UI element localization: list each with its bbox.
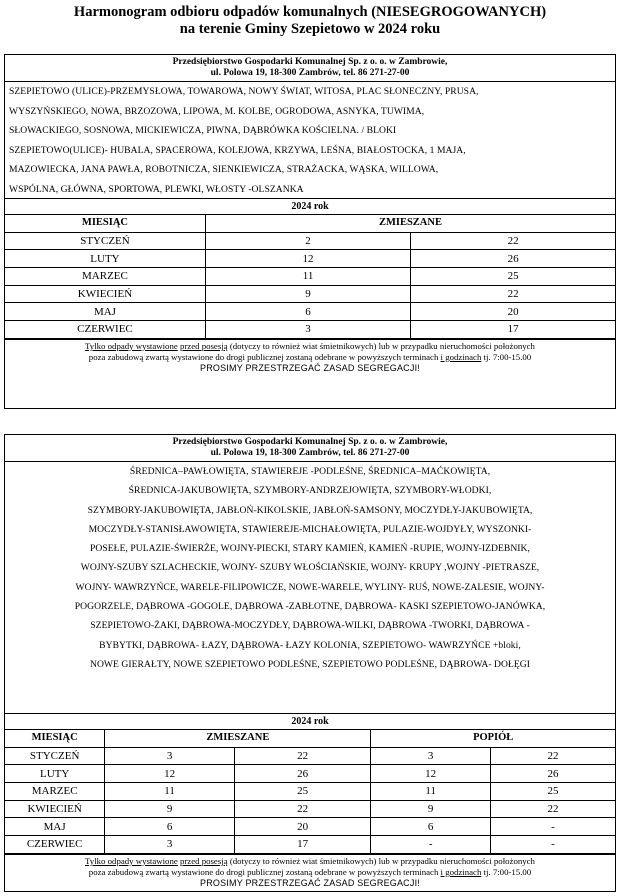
company-name: Przedsiębiorstwo Gospodarki Komunalnej Sp. z o. o. w Zambrowie, (172, 57, 448, 67)
year-label: 2024 rok (5, 199, 615, 215)
month-cell: LUTY (5, 250, 205, 268)
streets-line: WOJNY- WAWRZYŃCE, WARELE-FILIPOWICZE, NOWE-WARELE, WYLINY- RUŚ, NOWE-ZALESIE, WOJNY- (75, 581, 545, 593)
streets-line: ŚREDNICA–PAWŁOWIĘTA, STAWIEREJE -PODLEŚNE, ŚREDNICA–MAĆKOWIĘTA, (129, 466, 491, 477)
title-line-1: Harmonogram odbioru odpadów komunalnych (NIESEGROGOWANYCH) (73, 4, 547, 20)
table-row (5, 232, 615, 250)
title-line-2: na terenie Gminy Szepietowo w 2024 roku (179, 21, 441, 37)
streets-line: MOCZYDŁY-STANISŁAWOWIĘTA, STAWIEREJE-MICHAŁOWIĘTA, PULAZIE-WOJDYŁY, WYSZONKI- (88, 523, 532, 535)
note-part: przed posesją (179, 340, 228, 351)
date-cell: 11 (205, 268, 410, 286)
date-cell: - (490, 836, 615, 854)
table-row (5, 818, 615, 836)
streets-line: ŚREDNICA-JAKUBOWIĘTA, SZYMBORY-ANDRZEJOWIĘTA, SZYMBORY-WŁODKI, (128, 485, 492, 497)
header-month: MIESIĄC (5, 215, 205, 232)
date-cell: 2 (205, 232, 410, 250)
streets-line: MAZOWIECKA, JANA PAWŁA, ROBOTNICZA, SIENKIEWICZA, STRAŻACKA, WĄSKA, WILLOWA, (9, 164, 439, 175)
segregation-notice: PROSIMY PRZESTRZEGAĆ ZASAD SEGREGACJI! (200, 877, 420, 888)
note-part: i godzinach (440, 866, 482, 877)
month-cell: MAJ (5, 818, 105, 836)
month-cell: KWIECIEŃ (5, 800, 105, 818)
streets-line: SŁOWACKIEGO, SOSNOWA, MICKIEWICZA, PIWNA, DĄBRÓWKA KOŚCIELNA. / BLOKI (9, 125, 397, 136)
header-mixed: ZMIESZANE (205, 215, 615, 232)
month-cell: MARZEC (5, 783, 105, 801)
note-part: tj. 7:00-15.00 (483, 866, 532, 877)
streets-line: SZYMBORY-JAKUBOWIĘTA, JABŁOŃ-KIKOLSKIE, JABŁOŃ-SAMSONY, MOCZYDŁY-JAKUBOWIĘTA, (87, 504, 533, 516)
date-cell: 22 (490, 747, 615, 765)
date-cell: 3 (105, 836, 235, 854)
streets-line: SZEPIETOWO(ULICE)- HUBALA, SPACEROWA, KOLEJOWA, KRZYWA, LEŚNA, BIAŁOSTOCKA, 1 MAJA, (9, 144, 466, 156)
document-title (0, 4, 620, 38)
streets-list (5, 82, 615, 199)
date-cell: 3 (371, 747, 491, 765)
date-cell: 20 (234, 818, 371, 836)
table-row (5, 747, 615, 765)
date-cell: 26 (490, 765, 615, 783)
note-part: poza zabudową zwartą wystawione do drogi publicznej zostaną odebrane w powyższych terminach (88, 866, 439, 877)
date-cell: 12 (205, 250, 410, 268)
date-cell: 20 (411, 303, 615, 321)
date-cell: 9 (205, 285, 410, 303)
date-cell: 3 (205, 321, 410, 339)
date-cell: 11 (105, 783, 235, 801)
schedule-table (5, 730, 615, 854)
collection-note (5, 854, 615, 890)
company-address: ul. Polowa 19, 18-300 Zambrów, tel. 86 271-27-00 (210, 68, 410, 78)
table-row (5, 285, 615, 303)
header-month: MIESIĄC (5, 730, 105, 747)
streets-line: POSEŁE, PULAZIE-ŚWIERŻE, WOJNY-PIECKI, STARY KAMIEŃ, KAMIEŃ -RUPIE, WOJNY-IZDEBNIK, (90, 543, 530, 555)
month-cell: CZERWIEC (5, 321, 205, 339)
header-ash: POPIÓŁ (371, 730, 615, 747)
month-cell: KWIECIEŃ (5, 285, 205, 303)
note-part: przed posesją (179, 855, 228, 866)
table-row (5, 783, 615, 801)
streets-line: BYBYTKI, DĄBROWA- ŁAZY, DĄBROWA- ŁAZY KOLONIA, SZEPIETOWO- WAWRZYŃCE +bloki, (99, 639, 521, 651)
date-cell: - (371, 836, 491, 854)
schedule-block-villages (4, 434, 616, 892)
note-part: (dotyczy to również wiat śmietnikowych) lub w przypadku nieruchomości położonych (229, 340, 535, 351)
month-cell: MARZEC (5, 268, 205, 286)
month-cell: STYCZEŃ (5, 232, 205, 250)
date-cell: 22 (411, 232, 615, 250)
table-row (5, 250, 615, 268)
date-cell: 12 (105, 765, 235, 783)
streets-line: POGORZELE, DĄBROWA -GOGOLE, DĄBROWA -ZABŁOTNE, DĄBROWA- KASKI SZEPIETOWO-JANÓWKA, (74, 601, 546, 613)
note-part: poza zabudową zwartą wystawione do drogi publicznej zostaną odebrane w powyższych terminach (88, 351, 439, 362)
note-part: Tylko odpady wystawione (85, 855, 178, 866)
month-cell: STYCZEŃ (5, 747, 105, 765)
table-row (5, 836, 615, 854)
table-row (5, 765, 615, 783)
table-row (5, 321, 615, 339)
date-cell: 9 (371, 800, 491, 818)
date-cell: 17 (234, 836, 371, 854)
streets-line: WSPÓLNA, GŁÓWNA, SPORTOWA, PLEWKI, WŁOSTY -OLSZANKA (9, 183, 304, 195)
table-row (5, 800, 615, 818)
streets-line: SZEPIETOWO (ULICE)-PRZEMYSŁOWA, TOWAROWA, NOWY ŚWIAT, WITOSA, PLAC SŁONECZNY, PRUSA, (9, 86, 479, 97)
date-cell: 22 (234, 747, 371, 765)
date-cell: 25 (234, 783, 371, 801)
date-cell: 22 (234, 800, 371, 818)
streets-list (5, 462, 615, 714)
company-name: Przedsiębiorstwo Gospodarki Komunalnej Sp. z o. o. w Zambrowie, (172, 437, 448, 447)
note-part: i godzinach (440, 351, 482, 362)
date-cell: 26 (411, 250, 615, 268)
date-cell: 11 (371, 783, 491, 801)
date-cell: 6 (105, 818, 235, 836)
schedule-table (5, 215, 615, 339)
streets-line: NOWE GIERAŁTY, NOWE SZEPIETOWO PODLEŚNE, SZEPIETOWO PODLEŚNE, DĄBROWA- DOŁĘGI (89, 658, 531, 670)
date-cell: 12 (371, 765, 491, 783)
streets-line: SZEPIETOWO-ŻAKI, DĄBROWA-MOCZYDŁY, DĄBROWA-WILKI, DĄBROWA -TWORKI, DĄBROWA - (90, 620, 530, 632)
note-part: Tylko odpady wystawione (85, 340, 178, 351)
month-cell: MAJ (5, 303, 205, 321)
note-part: tj. 7:00-15.00 (483, 351, 532, 362)
streets-line: WYSZYŃSKIEGO, NOWA, BRZOZOWA, LIPOWA, M. KOLBE, OGRODOWA, ASNYKA, TUWIMA, (9, 105, 425, 117)
streets-line: WOJNY-SZUBY SZLACHECKIE, WOJNY- SZUBY WŁOŚCIAŃSKIE, WOJNY- KRUPY ,WOJNY -PIETRASZE, (80, 562, 540, 574)
date-cell: 25 (411, 268, 615, 286)
date-cell: 22 (411, 285, 615, 303)
month-cell: LUTY (5, 765, 105, 783)
date-cell: 25 (490, 783, 615, 801)
company-header (5, 435, 615, 462)
date-cell: 3 (105, 747, 235, 765)
company-header (5, 55, 615, 82)
table-row (5, 268, 615, 286)
schedule-block-city (4, 54, 616, 409)
date-cell: 22 (490, 800, 615, 818)
collection-note (5, 339, 615, 375)
date-cell: - (490, 818, 615, 836)
date-cell: 26 (234, 765, 371, 783)
month-cell: CZERWIEC (5, 836, 105, 854)
date-cell: 17 (411, 321, 615, 339)
header-mixed: ZMIESZANE (105, 730, 371, 747)
date-cell: 9 (105, 800, 235, 818)
date-cell: 6 (371, 818, 491, 836)
date-cell: 6 (205, 303, 410, 321)
company-address: ul. Polowa 19, 18-300 Zambrów, tel. 86 271-27-00 (210, 448, 410, 458)
note-part: (dotyczy to również wiat śmietnikowych) lub w przypadku nieruchomości położonych (229, 855, 535, 866)
year-label: 2024 rok (5, 714, 615, 730)
table-row (5, 303, 615, 321)
segregation-notice: PROSIMY PRZESTRZEGAĆ ZASAD SEGREGACJI! (200, 362, 420, 373)
